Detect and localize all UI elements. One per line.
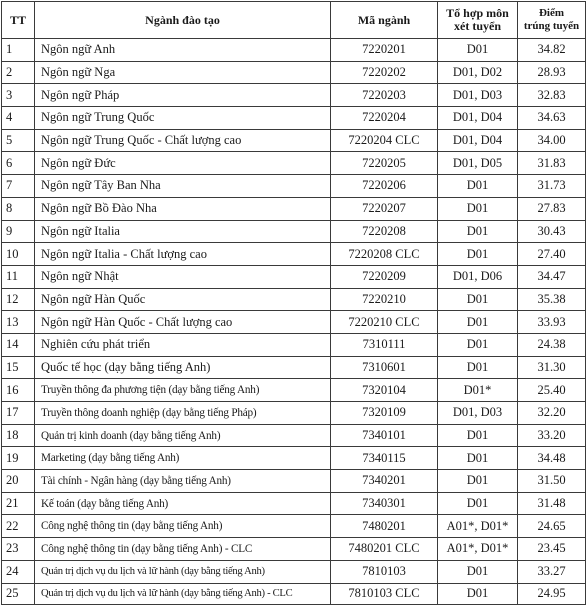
cell-major-name: Ngôn ngữ Nhật <box>35 265 331 288</box>
cell-tt: 20 <box>2 470 35 493</box>
cell-tt: 10 <box>2 243 35 266</box>
cell-major-name: Quản trị dịch vụ du lịch và lữ hành (dạy bằng tiếng Anh) <box>35 560 331 583</box>
cell-major-name: Ngôn ngữ Nga <box>35 61 331 84</box>
header-combo-line1: Tổ hợp môn <box>446 6 509 20</box>
header-score-line1: Điểm <box>538 7 565 19</box>
cell-major-name: Marketing (dạy bằng tiếng Anh) <box>35 447 331 470</box>
cell-major-name: Quốc tế học (dạy bằng tiếng Anh) <box>35 356 331 379</box>
cell-subject-combo: D01 <box>438 424 518 447</box>
cell-major-name: Ngôn ngữ Tây Ban Nha <box>35 175 331 198</box>
cell-score: 34.00 <box>518 129 586 152</box>
table-row <box>2 424 586 447</box>
cell-tt: 19 <box>2 447 35 470</box>
cell-major-code: 7220205 <box>331 152 438 175</box>
cell-major-name: Ngôn ngữ Pháp <box>35 84 331 107</box>
table-row <box>2 84 586 107</box>
cell-score: 23.45 <box>518 538 586 561</box>
table-row <box>2 356 586 379</box>
cell-tt: 1 <box>2 39 35 62</box>
header-combo-line2: xét tuyển <box>454 19 501 33</box>
cell-major-code: 7220204 <box>331 107 438 130</box>
cell-subject-combo: D01, D05 <box>438 152 518 175</box>
cell-score: 27.83 <box>518 197 586 220</box>
cell-tt: 5 <box>2 129 35 152</box>
cell-major-code: 7220204 CLC <box>331 129 438 152</box>
cell-major-name: Ngôn ngữ Anh <box>35 39 331 62</box>
cell-major-code: 7220203 <box>331 84 438 107</box>
table-row <box>2 492 586 515</box>
table-row <box>2 243 586 266</box>
table-row <box>2 538 586 561</box>
cell-major-name: Truyền thông doanh nghiệp (dạy bằng tiếng Pháp) <box>35 402 331 425</box>
cell-major-code: 7340301 <box>331 492 438 515</box>
cell-major-name: Ngôn ngữ Hàn Quốc <box>35 288 331 311</box>
header-code: Mã ngành <box>331 2 438 39</box>
cell-tt: 2 <box>2 61 35 84</box>
cell-major-code: 7340201 <box>331 470 438 493</box>
cell-subject-combo: D01, D04 <box>438 107 518 130</box>
cell-major-code: 7220207 <box>331 197 438 220</box>
cell-major-name: Ngôn ngữ Hàn Quốc - Chất lượng cao <box>35 311 331 334</box>
cell-score: 32.20 <box>518 402 586 425</box>
cell-major-name: Ngôn ngữ Bồ Đào Nha <box>35 197 331 220</box>
cell-major-code: 7220210 <box>331 288 438 311</box>
cell-score: 25.40 <box>518 379 586 402</box>
cell-major-code: 7220206 <box>331 175 438 198</box>
cell-subject-combo: D01, D04 <box>438 129 518 152</box>
admission-scores-table <box>1 1 586 605</box>
table-row <box>2 220 586 243</box>
cell-tt: 7 <box>2 175 35 198</box>
cell-major-code: 7340101 <box>331 424 438 447</box>
cell-subject-combo: A01*, D01* <box>438 538 518 561</box>
cell-tt: 17 <box>2 402 35 425</box>
cell-tt: 4 <box>2 107 35 130</box>
cell-score: 27.40 <box>518 243 586 266</box>
cell-major-name: Quản trị kinh doanh (dạy bằng tiếng Anh) <box>35 424 331 447</box>
table-row <box>2 288 586 311</box>
cell-major-code: 7220209 <box>331 265 438 288</box>
table-row <box>2 107 586 130</box>
cell-score: 32.83 <box>518 84 586 107</box>
cell-score: 33.27 <box>518 560 586 583</box>
cell-score: 31.48 <box>518 492 586 515</box>
table-row <box>2 39 586 62</box>
cell-major-name: Kế toán (dạy bằng tiếng Anh) <box>35 492 331 515</box>
table-row <box>2 61 586 84</box>
cell-tt: 25 <box>2 583 35 604</box>
cell-subject-combo: D01 <box>438 197 518 220</box>
header-score-line2: trúng tuyển <box>523 20 580 32</box>
cell-score: 35.38 <box>518 288 586 311</box>
table-row <box>2 583 586 604</box>
cell-tt: 12 <box>2 288 35 311</box>
cell-tt: 8 <box>2 197 35 220</box>
cell-tt: 18 <box>2 424 35 447</box>
cell-tt: 21 <box>2 492 35 515</box>
table-row <box>2 470 586 493</box>
cell-major-name: Ngôn ngữ Đức <box>35 152 331 175</box>
cell-subject-combo: D01 <box>438 39 518 62</box>
table-row <box>2 379 586 402</box>
cell-major-name: Ngôn ngữ Italia <box>35 220 331 243</box>
cell-score: 31.50 <box>518 470 586 493</box>
cell-major-code: 7220202 <box>331 61 438 84</box>
table-body <box>2 39 586 605</box>
cell-subject-combo: D01* <box>438 379 518 402</box>
cell-major-name: Quản trị dịch vụ du lịch và lữ hành (dạy bằng tiếng Anh) - CLC <box>35 583 331 604</box>
table-row <box>2 333 586 356</box>
cell-major-code: 7310111 <box>331 333 438 356</box>
cell-subject-combo: D01 <box>438 583 518 604</box>
cell-subject-combo: D01 <box>438 560 518 583</box>
header-score <box>518 2 586 39</box>
cell-tt: 14 <box>2 333 35 356</box>
cell-tt: 15 <box>2 356 35 379</box>
cell-major-name: Ngôn ngữ Italia - Chất lượng cao <box>35 243 331 266</box>
header-tt: TT <box>2 2 35 39</box>
cell-tt: 11 <box>2 265 35 288</box>
header-major: Ngành đào tạo <box>35 2 331 39</box>
cell-major-name: Ngôn ngữ Trung Quốc - Chất lượng cao <box>35 129 331 152</box>
cell-tt: 9 <box>2 220 35 243</box>
header-combo <box>438 2 518 39</box>
cell-major-code: 7480201 <box>331 515 438 538</box>
cell-score: 33.20 <box>518 424 586 447</box>
cell-major-code: 7320104 <box>331 379 438 402</box>
cell-subject-combo: D01 <box>438 470 518 493</box>
cell-major-name: Nghiên cứu phát triển <box>35 333 331 356</box>
cell-subject-combo: D01 <box>438 447 518 470</box>
cell-score: 24.38 <box>518 333 586 356</box>
cell-subject-combo: A01*, D01* <box>438 515 518 538</box>
cell-score: 34.63 <box>518 107 586 130</box>
cell-tt: 22 <box>2 515 35 538</box>
cell-score: 34.48 <box>518 447 586 470</box>
cell-major-name: Truyền thông đa phương tiện (dạy bằng tiếng Anh) <box>35 379 331 402</box>
table-row <box>2 560 586 583</box>
cell-score: 24.65 <box>518 515 586 538</box>
cell-score: 31.73 <box>518 175 586 198</box>
cell-subject-combo: D01 <box>438 311 518 334</box>
cell-major-name: Công nghệ thông tin (dạy bằng tiếng Anh) - CLC <box>35 538 331 561</box>
cell-major-name: Tài chính - Ngân hàng (dạy bằng tiếng Anh) <box>35 470 331 493</box>
table-row <box>2 152 586 175</box>
cell-major-code: 7310601 <box>331 356 438 379</box>
cell-subject-combo: D01, D02 <box>438 61 518 84</box>
cell-tt: 16 <box>2 379 35 402</box>
cell-major-code: 7220208 <box>331 220 438 243</box>
cell-score: 34.47 <box>518 265 586 288</box>
cell-subject-combo: D01, D03 <box>438 402 518 425</box>
cell-tt: 6 <box>2 152 35 175</box>
cell-major-name: Ngôn ngữ Trung Quốc <box>35 107 331 130</box>
table-row <box>2 447 586 470</box>
cell-score: 30.43 <box>518 220 586 243</box>
cell-major-code: 7220210 CLC <box>331 311 438 334</box>
cell-subject-combo: D01, D03 <box>438 84 518 107</box>
cell-score: 28.93 <box>518 61 586 84</box>
cell-tt: 13 <box>2 311 35 334</box>
cell-major-code: 7220208 CLC <box>331 243 438 266</box>
cell-major-code: 7320109 <box>331 402 438 425</box>
cell-score: 31.83 <box>518 152 586 175</box>
cell-tt: 23 <box>2 538 35 561</box>
cell-score: 24.95 <box>518 583 586 604</box>
table-header <box>2 2 586 39</box>
cell-major-code: 7340115 <box>331 447 438 470</box>
cell-tt: 24 <box>2 560 35 583</box>
cell-subject-combo: D01 <box>438 288 518 311</box>
cell-major-code: 7480201 CLC <box>331 538 438 561</box>
table-row <box>2 402 586 425</box>
cell-major-code: 7810103 CLC <box>331 583 438 604</box>
cell-subject-combo: D01 <box>438 333 518 356</box>
cell-subject-combo: D01 <box>438 492 518 515</box>
cell-score: 33.93 <box>518 311 586 334</box>
table-row <box>2 515 586 538</box>
cell-subject-combo: D01 <box>438 220 518 243</box>
table-row <box>2 265 586 288</box>
cell-major-code: 7220201 <box>331 39 438 62</box>
cell-subject-combo: D01 <box>438 243 518 266</box>
cell-major-code: 7810103 <box>331 560 438 583</box>
table-row <box>2 311 586 334</box>
cell-score: 31.30 <box>518 356 586 379</box>
cell-subject-combo: D01 <box>438 175 518 198</box>
cell-score: 34.82 <box>518 39 586 62</box>
table-row <box>2 129 586 152</box>
cell-major-name: Công nghệ thông tin (dạy bằng tiếng Anh) <box>35 515 331 538</box>
table-row <box>2 175 586 198</box>
header-row <box>2 2 586 39</box>
cell-subject-combo: D01, D06 <box>438 265 518 288</box>
table-row <box>2 197 586 220</box>
cell-tt: 3 <box>2 84 35 107</box>
cell-subject-combo: D01 <box>438 356 518 379</box>
